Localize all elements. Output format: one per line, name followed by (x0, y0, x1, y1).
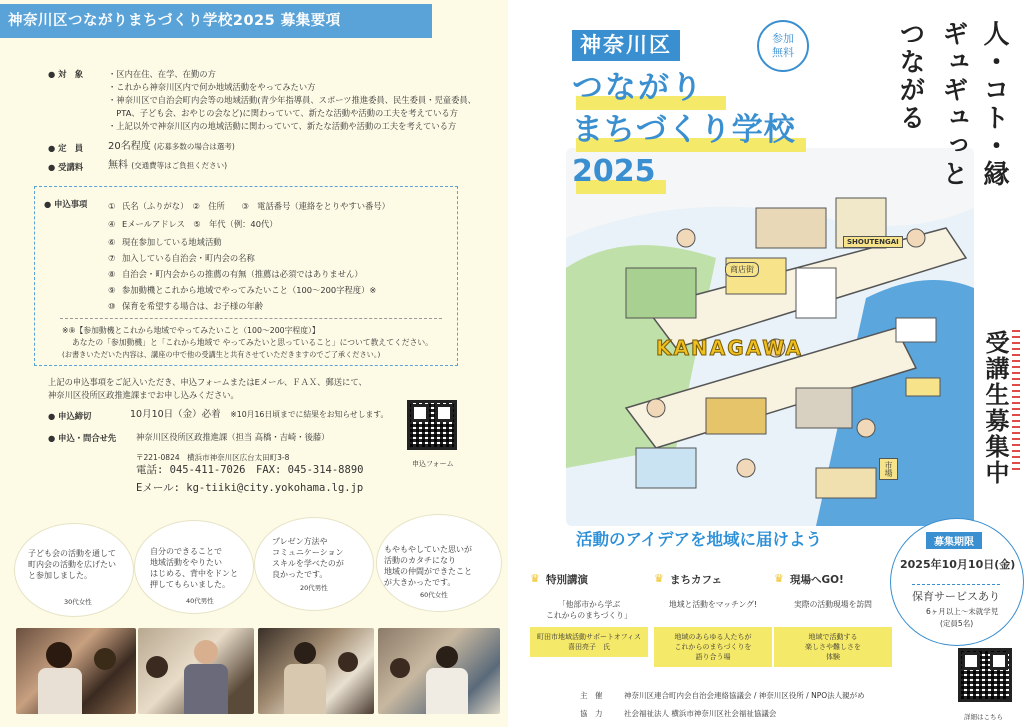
crown-icon: ♛ (774, 572, 784, 585)
feature-field-visit: ♛ 現場へGO! 実際の活動現場を訪問 地域で活動する 楽しさや難しさを 体験 (774, 572, 892, 667)
guidelines-header: 神奈川区つながりまちづくり学校2025 募集要項 (0, 4, 432, 38)
contact-phone: 電話: 045-411-7026 FAX: 045-314-8890 (136, 464, 364, 476)
feature-box: 町田市地域活動サポートオフィス 喜田亮子 氏 (530, 627, 648, 657)
apply-item: ⑧ 自治会・町内会からの推薦の有無（推薦は必須ではありません） (108, 269, 363, 279)
apply-item: ⑨ 参加動機とこれから地域でやってみたいこと（100～200字程度）※ (108, 285, 377, 295)
footer-organizer-label: 主 催 (580, 691, 603, 700)
apply-items-label: ● 申込事項 (44, 199, 88, 209)
testimonial-age: 20代男性 (300, 584, 328, 592)
footer-coop-label: 協 力 (580, 709, 603, 718)
crown-icon: ♛ (654, 572, 664, 585)
target-line: PTA、子ども会、おやじの会など)に関わっていて、新たな活動や活動の工夫を考えている方 (108, 108, 458, 118)
testimonial-age: 30代女性 (64, 598, 92, 606)
shotengai-sign: 商店街 (725, 262, 759, 277)
apply-item: ④ Eメールアドレス ⑤ 年代（例：40代） (108, 219, 278, 229)
shoutengai-sign: SHOUTENGAI (843, 236, 903, 248)
childcare-note: (定員5名) (940, 619, 974, 628)
contact-address: 〒221-0824 横浜市神奈川区広台太田町3-8 (136, 453, 290, 462)
apply-item: ① 氏名（ふりがな） ② 住所 ③ 電話番号（連絡をとりやすい番号） (108, 201, 390, 211)
details-qr[interactable] (958, 648, 1012, 702)
illustration-kanagawa-label: KANAGAWA (656, 336, 803, 360)
footer-coop: 社会福祉法人 横浜市神奈川区社会福祉協議会 (624, 709, 777, 718)
target-line: ・区内在住、在学、在勤の方 (108, 69, 216, 79)
submit-line: 神奈川区役所区政推進課までお申し込みください。 (48, 390, 239, 400)
deadline-date: 2025年10月10日(金) (900, 558, 1016, 571)
testimonial-text: プレゼン方法や コミュニケーション スキルを学べたのが 良かったです。 (272, 537, 344, 579)
title-year: 2025 (572, 154, 656, 189)
tagline: 活動のアイデアを地域に届けよう (576, 530, 823, 549)
event-photo (16, 628, 136, 714)
feature-special-lecture: ♛ 特別講演 「他部市から学ぶ これからのまちづくり」 町田市地域活動サポートオフィス 喜田亮子 氏 (530, 572, 648, 657)
deadline-label: ● 申込締切 (48, 411, 92, 421)
feature-box: 地域のあらゆる人たちが これからのまちづくりを 語り合う場 (654, 627, 772, 667)
apply-item: ⑥ 現在参加している地域活動 (108, 237, 222, 247)
fee-label: ● 受講料 (48, 162, 84, 172)
fee-value: 無料 (交通費等はご負担ください) (108, 160, 228, 171)
target-label: ● 対 象 (48, 69, 84, 79)
testimonial-age: 60代女性 (420, 591, 448, 599)
feature-box: 地域で活動する 楽しさや難しさを 体験 (774, 627, 892, 667)
recruiting-vertical: 受講生募集中 (981, 330, 1009, 486)
apply-note: ※⑨【参加動機とこれから地域でやってみたいこと（100～200字程度）】 (62, 326, 320, 335)
title-ward: 神奈川区 (572, 30, 680, 61)
feature-machi-cafe: ♛ まちカフェ 地域と活動をマッチング! 地域のあらゆる人たちが これからのまちづくりを 語り合う場 (654, 572, 772, 667)
catchphrase-col3: つながる (895, 20, 925, 132)
event-photo (138, 628, 254, 714)
testimonial-age: 40代男性 (186, 597, 214, 605)
testimonial-text: もやもやしていた思いが 活動のカタチになり 地域の仲間ができたこと が大きかったです。 (384, 545, 472, 587)
qr-caption: 申込フォーム (412, 460, 454, 468)
target-line: ・神奈川区で自治会町内会等の地域活動(青少年指導員、スポーツ推進委員、民生委員・児童委員、 (108, 95, 476, 105)
details-qr-caption: 詳細はこちら (964, 713, 1003, 721)
crown-icon: ♛ (530, 572, 540, 585)
target-line: ・これから神奈川区内で何か地域活動をやってみたい方 (108, 82, 316, 92)
divider (60, 318, 442, 319)
submit-line: 上記の申込事項をご記入いただき、申込フォームまたはEメール、ＦＡＸ、郵送にて、 (48, 377, 367, 387)
contact-org: 神奈川区役所区政推進課（担当 高橋・吉崎・後藤） (136, 432, 330, 442)
contact-email[interactable]: Eメール: kg-tiiki@city.yokohama.lg.jp (136, 482, 364, 494)
apply-item: ⑩ 保育を希望する場合は、お子様の年齢 (108, 301, 264, 311)
capacity-label: ● 定 員 (48, 143, 84, 153)
testimonial-text: 自分のできることで 地域活動をやりたい はじめる、背中をドンと 押してもらいました。 (150, 547, 238, 589)
market-sign: 市場 (879, 458, 898, 480)
childcare-note: 6ヶ月以上～未就学児 (926, 607, 999, 616)
title-tsunagari: つながり (572, 70, 704, 106)
event-photo (258, 628, 374, 714)
free-badge: 参加 無料 (757, 20, 809, 72)
target-line: ・上記以外で神奈川区内の地域活動に関わっていて、新たな活動や活動の工夫を考えている方 (108, 121, 457, 131)
contact-label: ● 申込・問合せ先 (48, 433, 117, 443)
deadline-label: 募集期限 (926, 532, 982, 549)
event-photo (378, 628, 500, 714)
catchphrase-col2: ギュギュっと (938, 20, 968, 188)
title-school: まちづくり学校 (572, 112, 796, 148)
testimonial-text: 子ども会の活動を通して 町内会の活動を広げたい と参加しました。 (28, 549, 116, 580)
capacity-value: 20名程度 (応募多数の場合は選考) (108, 141, 235, 152)
application-form-qr[interactable] (407, 400, 457, 450)
apply-note: あなたの「参加動機」と「これから地域で やってみたいと思っていること」について教えてください。 (72, 338, 433, 347)
apply-note: (お書きいただいた内容は、講座の中で他の受講生と共有させていただきますのでご了承ください。) (62, 350, 381, 359)
childcare: 保育サービスあり (912, 584, 1000, 604)
footer-organizer: 神奈川区連合町内会自治会連絡協議会 / 神奈川区役所 / NPO法人親がめ (624, 691, 865, 700)
deadline-value: 10月10日（金）必着 ※10月16日頃までに結果をお知らせします。 (130, 409, 389, 420)
catchphrase-col1: 人・コト・縁 (979, 20, 1009, 188)
apply-item: ⑦ 加入している自治会・町内会の名称 (108, 253, 255, 263)
decorative-wave (1012, 330, 1020, 470)
